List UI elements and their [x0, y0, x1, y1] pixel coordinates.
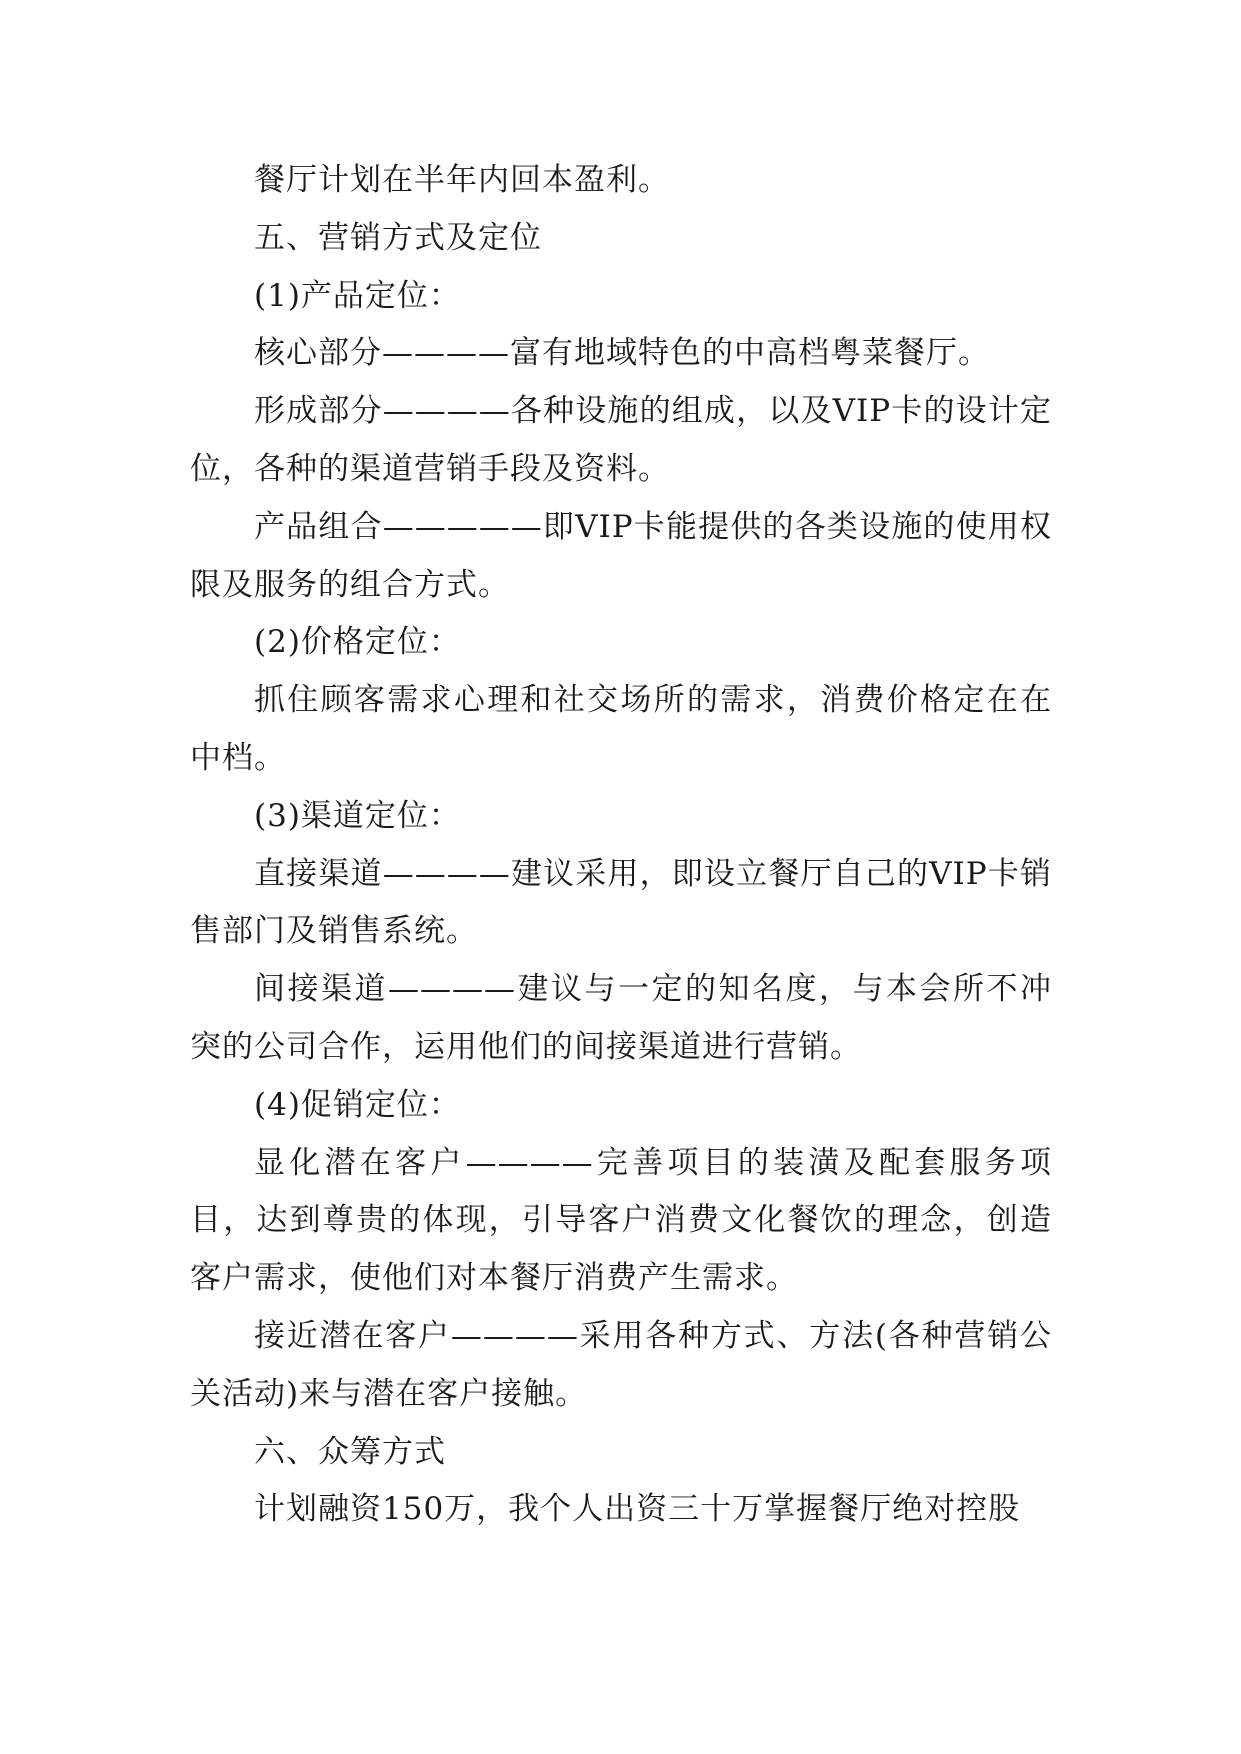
paragraph-price: 抓住顾客需求心理和社交场所的需求，消费价格定在在中档。	[190, 682, 1052, 776]
subheading-price-positioning: (2)价格定位：	[254, 624, 461, 661]
paragraph-indirect-channel: 间接渠道————建议与一定的知名度，与本会所不冲突的公司合作，运用他们的间接渠道进行营销。	[190, 971, 1052, 1065]
paragraph-product-combination: 产品组合—————即VIP卡能提供的各类设施的使用权限及服务的组合方式。	[190, 508, 1052, 603]
heading-marketing-positioning: 五、营销方式及定位	[254, 219, 542, 256]
subheading-promotion-positioning: (4)促销定位：	[254, 1086, 461, 1123]
subheading-channel-positioning: (3)渠道定位：	[254, 797, 461, 834]
document-body	[190, 152, 1052, 1539]
heading-crowdfunding: 六、众筹方式	[254, 1433, 446, 1470]
paragraph-reveal-customers: 显化潜在客户————完善项目的装潢及配套服务项目，达到尊贵的体现，引导客户消费文化餐饮的理念，创造客户需求，使他们对本餐厅消费产生需求。	[190, 1144, 1052, 1297]
paragraph-form-part: 形成部分————各种设施的组成，以及VIP卡的设计定位，各种的渠道营销手段及资料。	[190, 393, 1052, 487]
subheading-product-positioning: (1)产品定位：	[254, 277, 461, 314]
paragraph-core-part: 核心部分————富有地域特色的中高档粤菜餐厅。	[254, 335, 990, 372]
paragraph-financing: 计划融资150万，我个人出资三十万掌握餐厅绝对控股	[254, 1491, 1021, 1528]
paragraph-approach-customers: 接近潜在客户————采用各种方式、方法(各种营销公关活动)来与潜在客户接触。	[190, 1317, 1052, 1412]
paragraph-direct-channel: 直接渠道————建议采用，即设立餐厅自己的VIP卡销售部门及销售系统。	[190, 855, 1052, 950]
paragraph-payback-plan: 餐厅计划在半年内回本盈利。	[254, 162, 670, 198]
